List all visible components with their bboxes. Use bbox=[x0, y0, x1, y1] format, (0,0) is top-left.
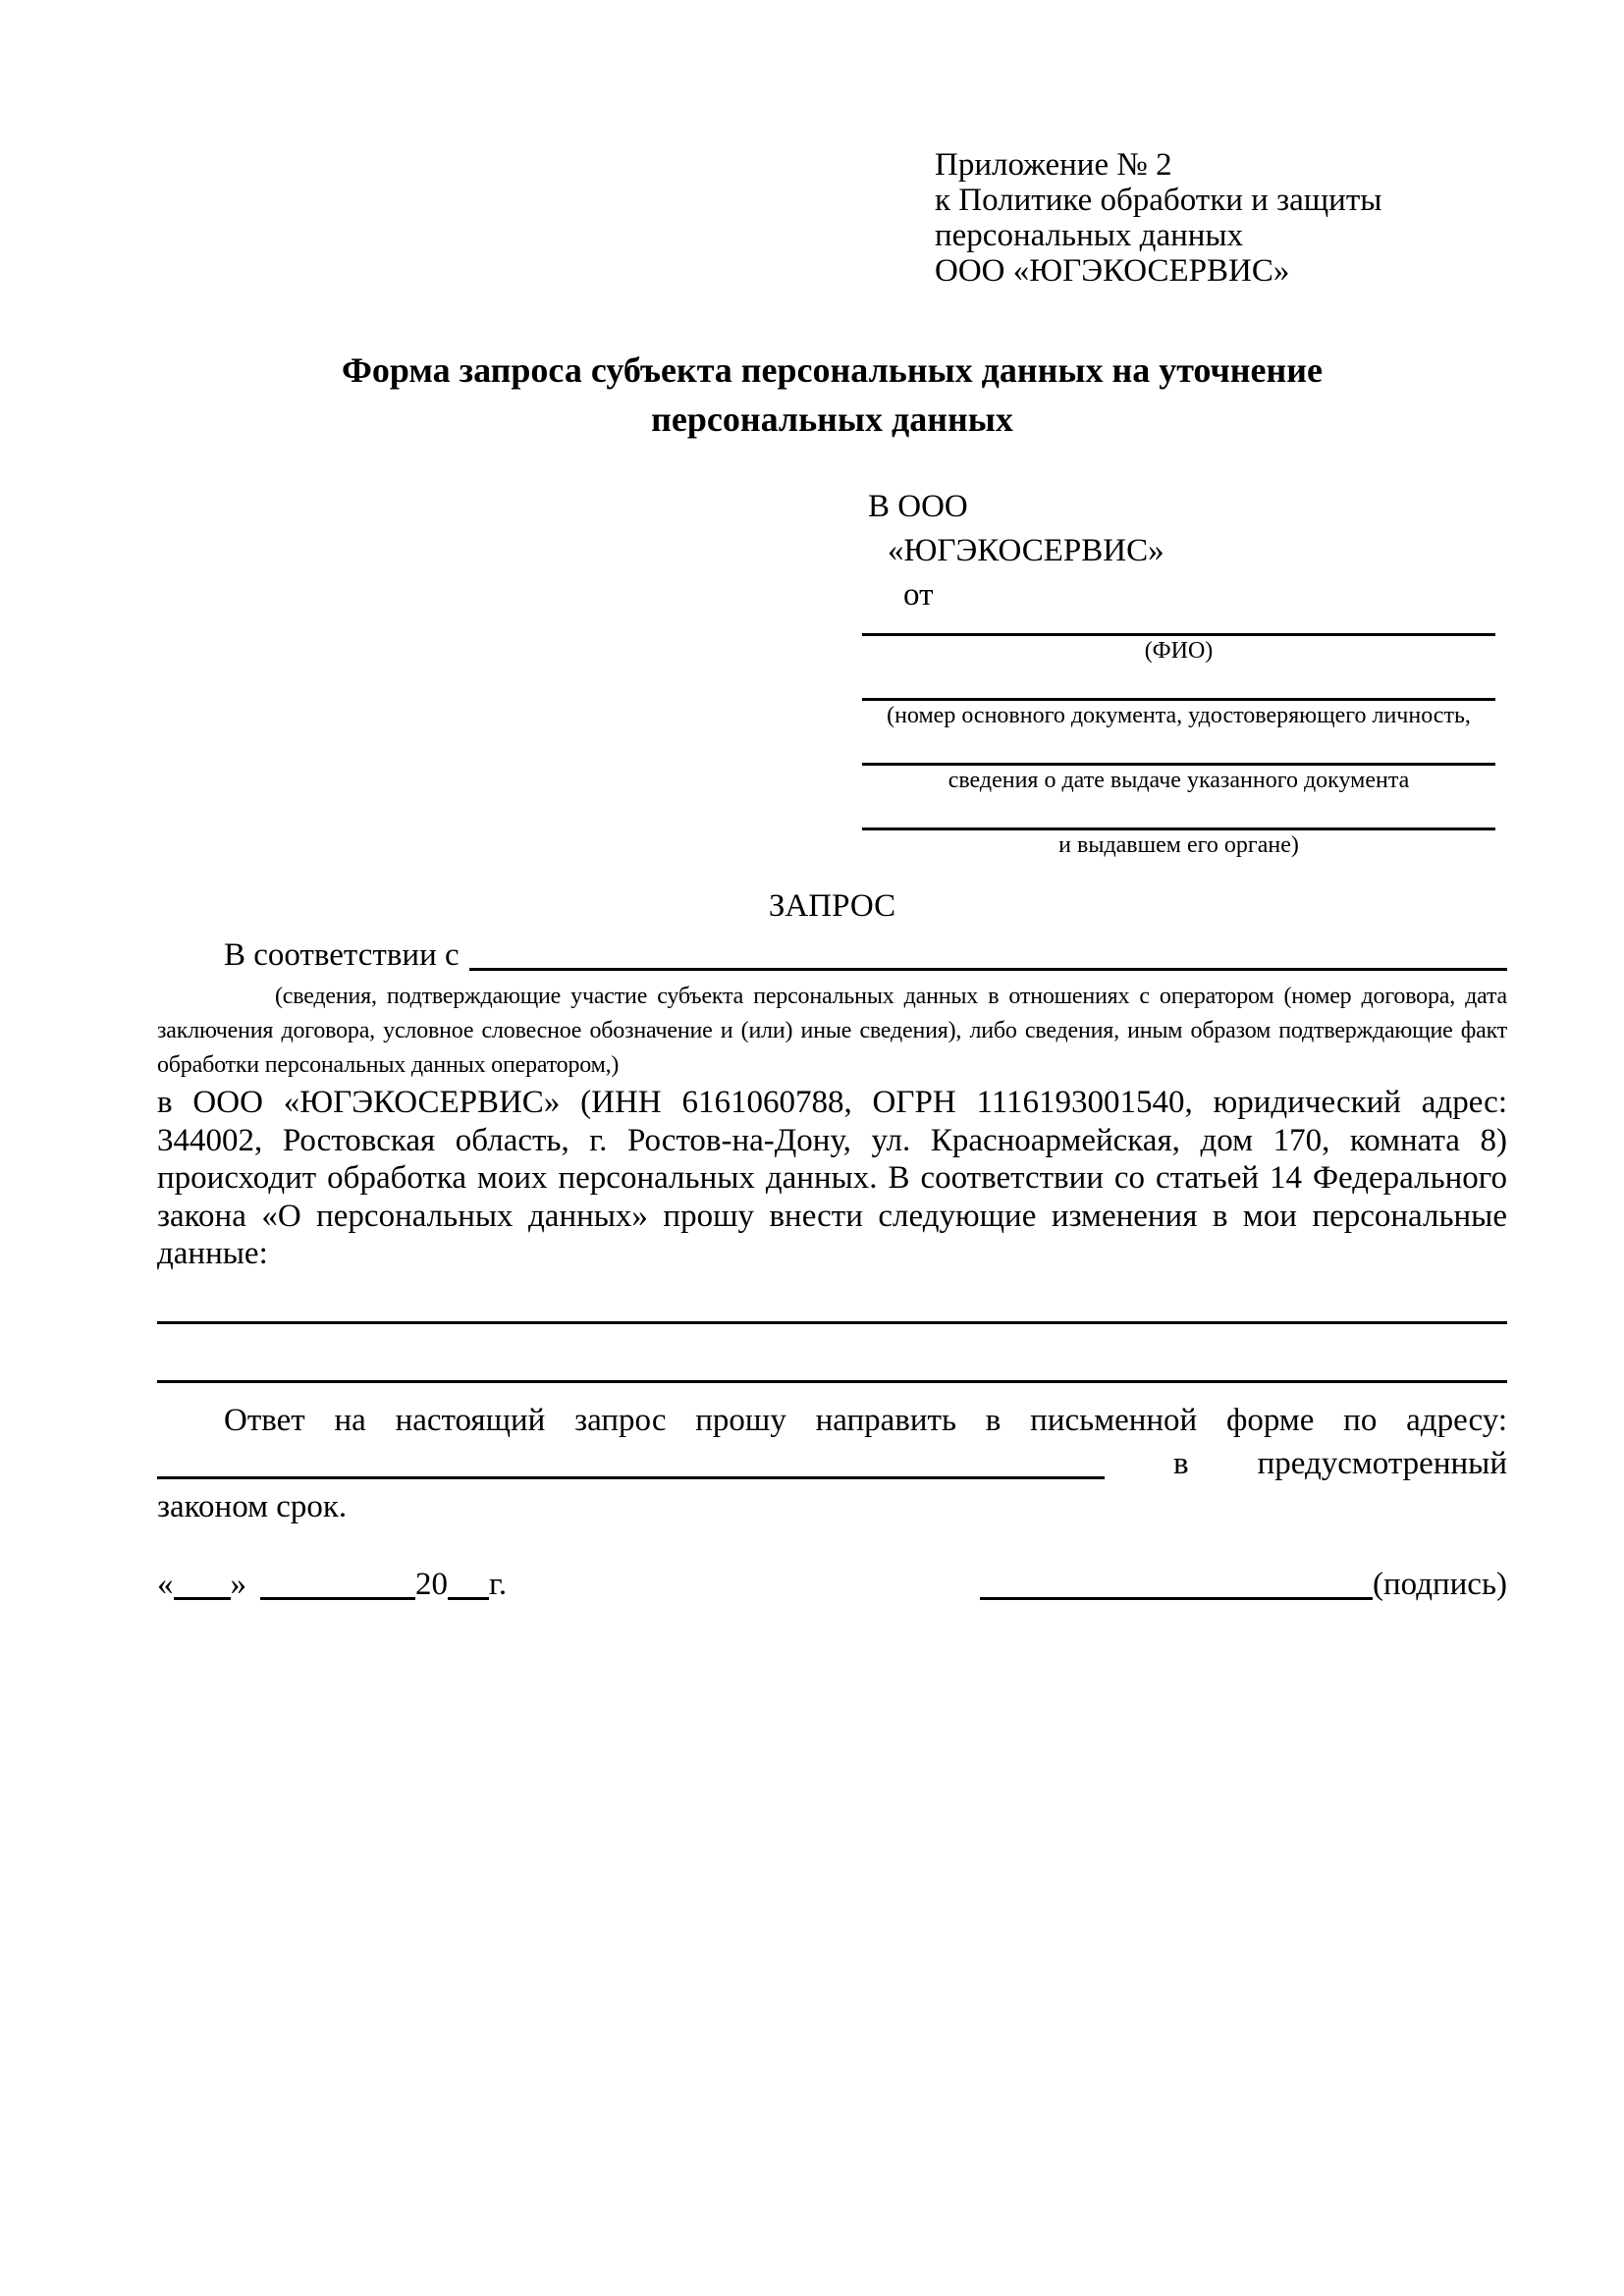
accordance-blank-line bbox=[469, 968, 1507, 971]
date-month-blank-line bbox=[260, 1597, 415, 1600]
date-quote-close: » bbox=[230, 1566, 246, 1602]
address-blank-line bbox=[157, 1476, 1105, 1479]
fio-blank-line bbox=[862, 617, 1495, 636]
small-print-note: (сведения, подтверждающие участие субъекта персональных данных в отношениях с оператором (номер договора, дата заключения договора, условное словесное обозначение и (или) иные сведения), либо сведения, иным образом подтверждающие факт обработки персональных данных оператором,) bbox=[157, 984, 1507, 1078]
signature-blank-line bbox=[980, 1597, 1373, 1600]
appendix-line-2: к Политике обработки и защиты персональных данных bbox=[935, 183, 1382, 253]
address-row bbox=[157, 1442, 1507, 1485]
document-number-field bbox=[862, 682, 1495, 730]
fio-caption: (ФИО) bbox=[1144, 638, 1214, 664]
addressee-org-prefix: В ООО bbox=[868, 489, 968, 524]
date-quote-open: « bbox=[157, 1566, 174, 1602]
issuing-authority-caption: и выдавшем его органе) bbox=[1058, 832, 1299, 858]
addressee-org-name: «ЮГЭКОСЕРВИС» bbox=[888, 533, 1164, 568]
issuing-authority-blank-line bbox=[862, 812, 1495, 830]
body-paragraph: в ООО «ЮГЭКОСЕРВИС» (ИНН 6161060788, ОГРН 1116193001540, юридический адрес: 344002, Ростовская область, г. Ростов-на-Дону, ул. Красноармейская, дом 170, комната 8) происходит обработка моих персональных данных. В соответствии со статьей 14 Федерального закона «О персональных данных» прошу внести следующие изменения в мои персональные данные: bbox=[157, 1085, 1507, 1271]
request-heading: ЗАПРОС bbox=[768, 888, 896, 924]
appendix-line-3: ООО «ЮГЭКОСЕРВИС» bbox=[935, 253, 1290, 289]
changes-blank-line-1 bbox=[157, 1321, 1507, 1324]
changes-blank-line-2 bbox=[157, 1380, 1507, 1383]
date-field bbox=[157, 1564, 507, 1605]
date-signature-row bbox=[157, 1564, 1507, 1605]
reply-lead-paragraph: Ответ на настоящий запрос прошу направить в письменной форме по адресу: bbox=[224, 1402, 1507, 1438]
addressee-block bbox=[862, 485, 1495, 860]
issue-date-blank-line bbox=[862, 747, 1495, 766]
appendix-line-1: Приложение № 2 bbox=[935, 147, 1172, 183]
date-year-prefix: 20 bbox=[415, 1566, 448, 1602]
appendix-note bbox=[935, 147, 1507, 289]
fio-field bbox=[862, 617, 1495, 666]
signature-caption: (подпись) bbox=[1373, 1566, 1507, 1602]
reply-word-1: в bbox=[1173, 1445, 1189, 1481]
reply-tail: законом срок. bbox=[157, 1488, 348, 1524]
issuing-authority-field bbox=[862, 812, 1495, 860]
date-year-suffix: г. bbox=[489, 1566, 508, 1602]
addressee-from-label: от bbox=[903, 577, 934, 613]
accordance-row bbox=[157, 934, 1507, 976]
document-number-blank-line bbox=[862, 682, 1495, 701]
document-number-caption: (номер основного документа, удостоверяющего личность, bbox=[887, 703, 1471, 728]
signature-field bbox=[980, 1564, 1507, 1605]
date-day-blank-line bbox=[174, 1597, 231, 1600]
date-year-blank-line bbox=[448, 1597, 489, 1600]
issue-date-caption: сведения о дате выдаче указанного документа bbox=[947, 768, 1410, 793]
accordance-label: В соответствии с bbox=[224, 937, 460, 973]
issue-date-field bbox=[862, 747, 1495, 795]
reply-word-2: предусмотренный bbox=[1257, 1445, 1507, 1481]
document-title: Форма запроса субъекта персональных данных на уточнение персональных данных bbox=[342, 350, 1323, 439]
